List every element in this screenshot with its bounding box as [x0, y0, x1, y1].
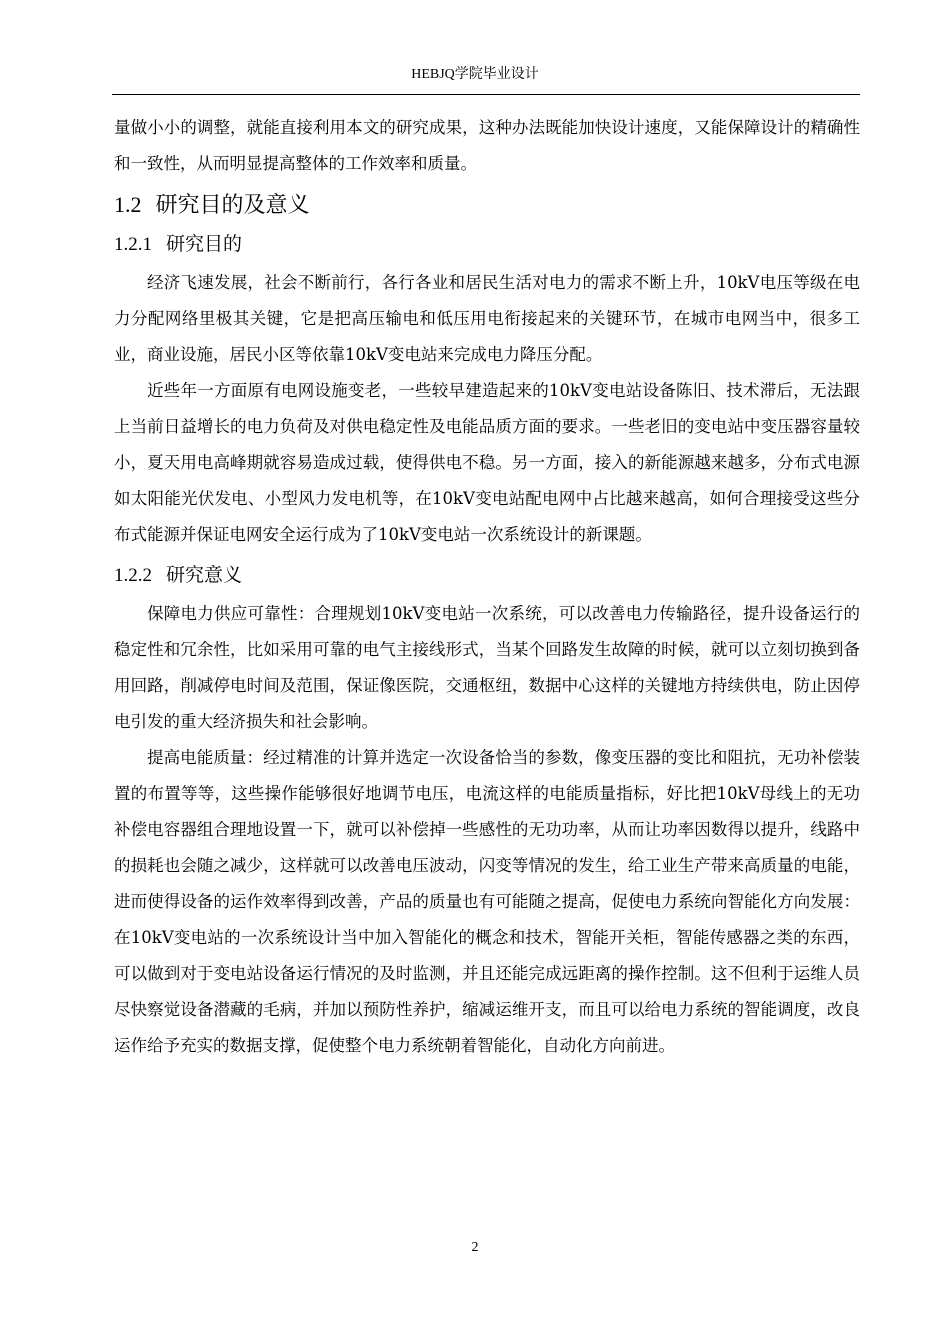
paragraph-significance-1: 保障电力供应可靠性：合理规划10kV变电站一次系统，可以改善电力传输路径，提升设备运行的稳定性和冗余性，比如采用可靠的电气主接线形式，当某个回路发生故障的时候，就可以立刻切换到备用回路，削减停电时间及范围，保证像医院，交通枢纽，数据中心这样的关键地方持续供电，防止因停电引发的重大经济损失和社会影响。: [114, 604, 860, 731]
page-number: 2: [471, 1240, 479, 1255]
subsection-title: 研究目的: [166, 233, 243, 255]
subsection-number: 1.2.2: [114, 565, 152, 586]
subsection-number: 1.2.1: [114, 234, 152, 255]
header-divider: [112, 94, 860, 95]
subsection-heading-1-2-1: [114, 229, 860, 260]
section-number: 1.2: [114, 192, 142, 217]
section-heading-1-2: [114, 189, 860, 222]
paragraph-continuation: 量做小小的调整，就能直接利用本文的研究成果，这种办法既能加快设计速度，又能保障设计的精确性和一致性，从而明显提高整体的工作效率和质量。: [114, 118, 860, 173]
paragraph-significance-2: 提高电能质量：经过精准的计算并选定一次设备恰当的参数，像变压器的变比和阻抗，无功补偿装置的布置等等，这些操作能够很好地调节电压，电流这样的电能质量指标，好比把10kV母线上的无功补偿电容器组合理地设置一下，就可以补偿掉一些感性的无功功率，从而让功率因数得以提升，线路中的损耗也会随之减少，这样就可以改善电压波动，闪变等情况的发生，给工业生产带来高质量的电能，进而使得设备的运作效率得到改善，产品的质量也有可能随之提高，促使电力系统向智能化方向发展：在10kV变电站的一次系统设计当中加入智能化的概念和技术，智能开关柜，智能传感器之类的东西，可以做到对于变电站设备运行情况的及时监测，并且还能完成远距离的操作控制。这不但利于运维人员尽快察觉设备潜藏的毛病，并加以预防性养护，缩减运维开支，而且可以给电力系统的智能调度，改良运作给予充实的数据支撑，促使整个电力系统朝着智能化，自动化方向前进。: [114, 748, 860, 1055]
subsection-title: 研究意义: [166, 564, 243, 586]
page-header-title: HEBJQ学院毕业设计: [411, 67, 539, 82]
section-title: 研究目的及意义: [155, 193, 310, 218]
document-body: [114, 110, 860, 1064]
subsection-heading-1-2-2: [114, 560, 860, 591]
paragraph-purpose-2: 近些年一方面原有电网设施变老，一些较早建造起来的10kV变电站设备陈旧、技术滞后，无法跟上当前日益增长的电力负荷及对供电稳定性及电能品质方面的要求。一些老旧的变电站中变压器容量较小，夏天用电高峰期就容易造成过载，使得供电不稳。另一方面，接入的新能源越来越多，分布式电源如太阳能光伏发电、小型风力发电机等，在10kV变电站配电网中占比越来越高，如何合理接受这些分布式能源并保证电网安全运行成为了10kV变电站一次系统设计的新课题。: [114, 381, 860, 544]
paragraph-purpose-1: 经济飞速发展，社会不断前行，各行各业和居民生活对电力的需求不断上升，10kV电压等级在电力分配网络里极其关键，它是把高压输电和低压用电衔接起来的关键环节，在城市电网当中，很多工业，商业设施，居民小区等依靠10kV变电站来完成电力降压分配。: [114, 273, 860, 364]
